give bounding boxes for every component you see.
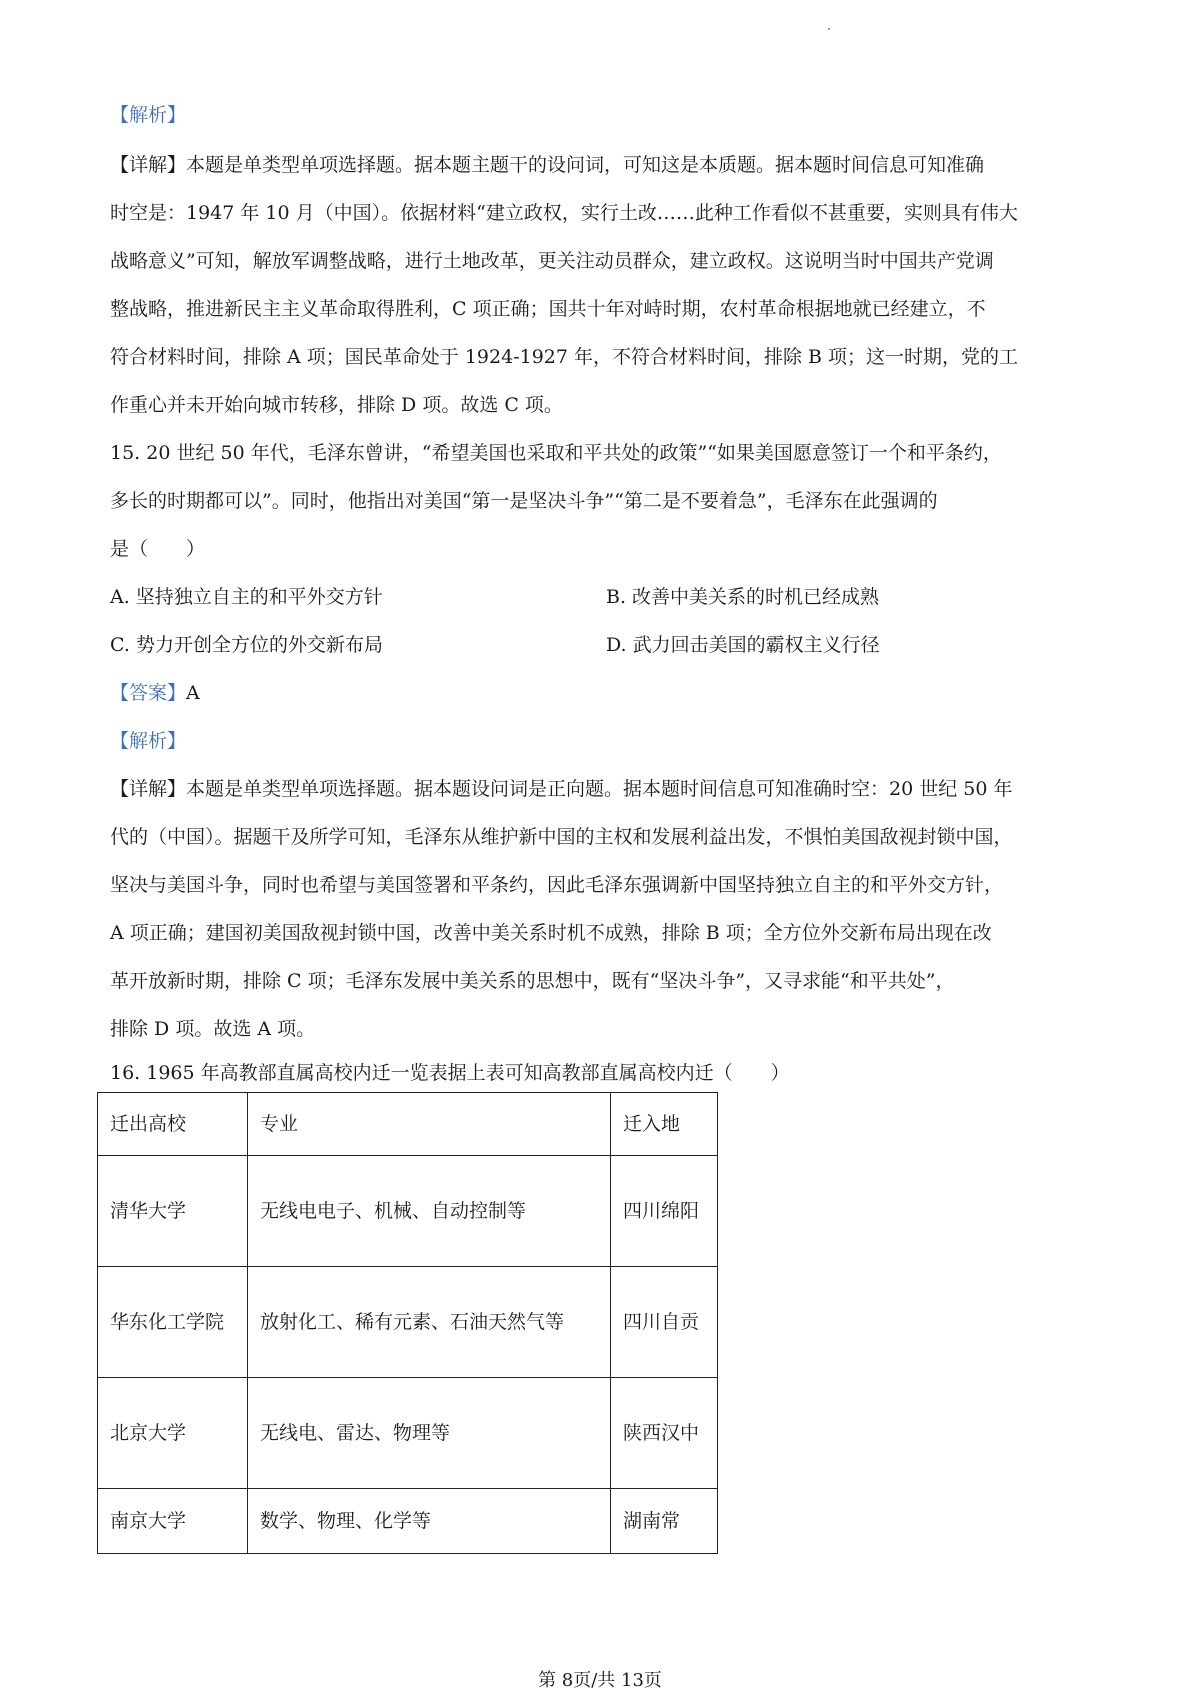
table-cell: 数学、物理、化学等 [248,1489,611,1554]
table-cell: 放射化工、稀有元素、石油天然气等 [248,1267,611,1378]
text-line: 时空是：1947 年 10 月（中国）。依据材料“建立政权，实行土改……此种工作看似不甚重要，实则具有伟大 [110,202,1018,224]
line-jiexi-1 [110,103,1100,127]
table-row [98,1489,718,1554]
table-cell: 四川自贡 [611,1267,718,1378]
page-footer: 第 8页/共 13页 [538,1670,662,1691]
table-row [98,1267,718,1378]
text-line: 作重心并未开始向城市转移，排除 D 项。故选 C 项。 [110,394,563,416]
table-cell: 四川绵阳 [611,1156,718,1267]
text-line: 代的（中国）。据题干及所学可知，毛泽东从维护新中国的主权和发展利益出发，不惧怕美国敌视封锁中国， [110,826,1013,848]
table-cell: 南京大学 [98,1489,248,1554]
option-c: C. 势力开创全方位的外交新布局 [110,634,383,656]
table-cell: 湖南常 [611,1489,718,1554]
table-row [98,1378,718,1489]
text-line: 整战略，推进新民主主义革命取得胜利，C 项正确；国共十年对峙时期，农村革命根据地就已经建立，不 [110,298,986,320]
text-line: 坚决与美国斗争，同时也希望与美国签署和平条约，因此毛泽东强调新中国坚持独立自主的和平外交方针， [110,874,1004,896]
table-cell: 华东化工学院 [98,1267,248,1378]
tag-label: 【答案】 [110,682,187,704]
table-header-row [98,1093,718,1156]
table-header-cell: 迁出高校 [98,1093,248,1156]
line-jiexi-2 [110,729,1100,753]
question-15-stem: 是（ ） [110,538,206,560]
text-line: 革开放新时期，排除 C 项；毛泽东发展中美关系的思想中，既有“坚决斗争”，又寻求能“和平共处”， [110,970,955,992]
table-header-cell: 迁入地 [611,1093,718,1156]
table-header-cell: 专业 [248,1093,611,1156]
text-line: 符合材料时间，排除 A 项；国民革命处于 1924-1927 年，不符合材料时间，排除 B 项；这一时期，党的工 [110,346,1019,368]
table-cell: 清华大学 [98,1156,248,1267]
answer-line: 【答案】A [110,682,200,704]
question-15-stem: 15. 20 世纪 50 年代，毛泽东曾讲，“希望美国也采取和平共处的政策”“如果美国愿意签订一个和平条约， [110,442,1002,464]
relocation-table [97,1092,718,1554]
table-cell: 北京大学 [98,1378,248,1489]
table-cell: 无线电、雷达、物理等 [248,1378,611,1489]
table-row [98,1156,718,1267]
text-line: 【详解】本题是单类型单项选择题。据本题主题干的设问词，可知这是本质题。据本题时间信息可知准确 [110,154,985,176]
text-line: 战略意义”可知，解放军调整战略，进行土地改革，更关注动员群众，建立政权。这说明当时中国共产党调 [110,250,994,272]
text-line: 排除 D 项。故选 A 项。 [110,1018,316,1040]
question-16-stem: 16. 1965 年高教部直属高校内迁一览表据上表可知高教部直属高校内迁（ ） [110,1062,790,1084]
tag-label: 【解析】 [110,730,187,752]
table-cell: 陕西汉中 [611,1378,718,1489]
text-line: 【详解】本题是单类型单项选择题。据本题设问词是正向题。据本题时间信息可知准确时空：20 世纪 50 年 [110,778,1013,800]
table-cell: 无线电电子、机械、自动控制等 [248,1156,611,1267]
text-line: A 项正确；建国初美国敌视封锁中国，改善中美关系时机不成熟，排除 B 项；全方位外交新布局出现在改 [110,922,992,944]
option-d: D. 武力回击美国的霸权主义行径 [606,634,880,656]
question-15-stem: 多长的时期都可以”。同时，他指出对美国“第一是坚决斗争”“第二是不要着急”，毛泽东在此强调的 [110,490,938,512]
tag-label: 【解析】 [110,104,187,126]
top-mark [828,28,830,30]
option-a: A. 坚持独立自主的和平外交方针 [110,586,383,608]
option-b: B. 改善中美关系的时机已经成熟 [606,586,880,608]
